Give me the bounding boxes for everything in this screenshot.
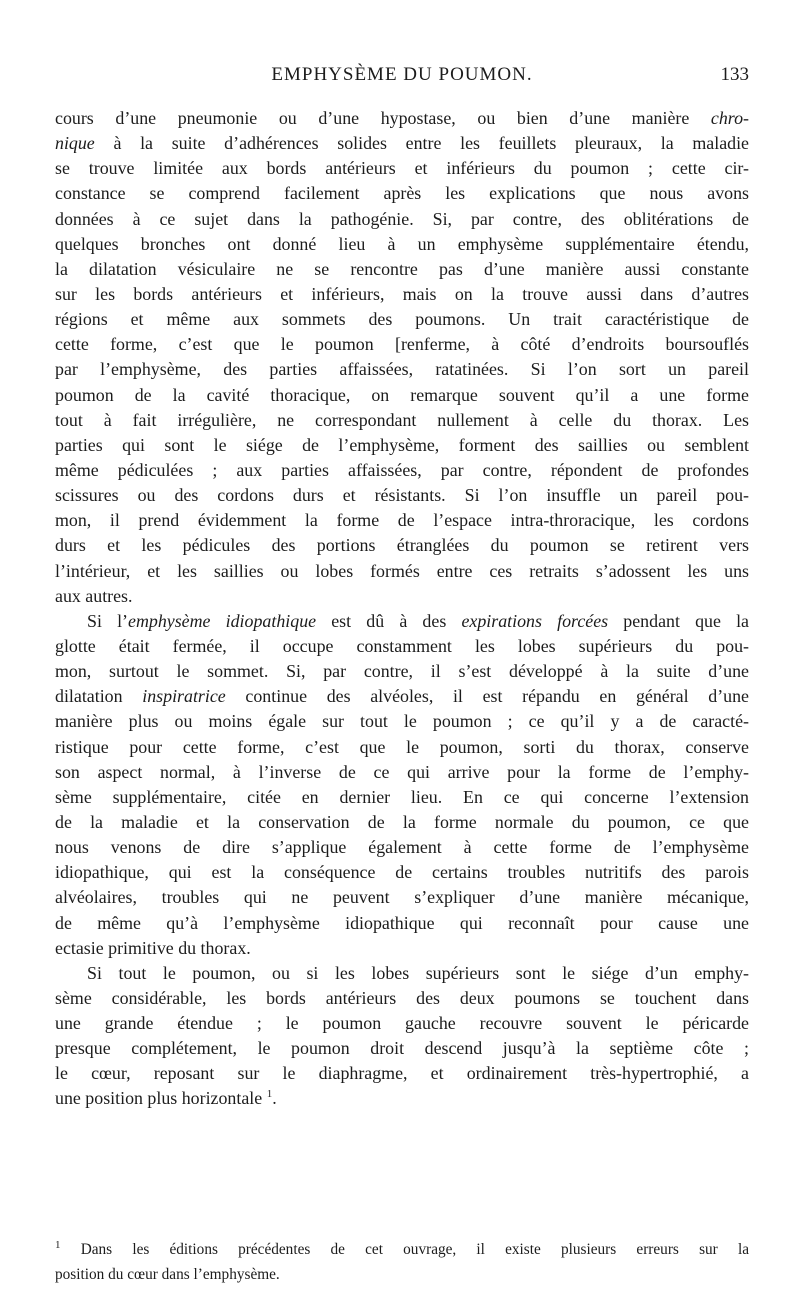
text-line — [55, 961, 749, 986]
text-line — [55, 383, 749, 408]
text-run: de la maladie et la conservation de la forme normale du poumon, ce que — [55, 811, 749, 832]
text-line — [55, 181, 749, 206]
text-run: la dilatation vésiculaire ne se rencontre pas d’une manière aussi constante — [55, 258, 749, 279]
text-line — [55, 1061, 749, 1086]
footnotes — [55, 1224, 749, 1305]
text-line — [55, 1011, 749, 1036]
text-line — [55, 332, 749, 357]
text-run: mon, surtout le sommet. Si, par contre, il s’est développé à la suite d’une — [55, 661, 749, 682]
italic-run: chro- — [710, 108, 749, 128]
text-line — [55, 207, 749, 232]
text-run: manière plus ou moins égale sur tout le poumon ; ce qu’il y a de caracté- — [55, 711, 749, 732]
text-line — [55, 885, 749, 910]
text-run: cours d’une pneumonie ou d’une hypostase, ou bien d’une manière — [55, 108, 711, 128]
text-run: . — [272, 1088, 277, 1109]
text-run: une grande étendue ; le poumon gauche recouvre souvent le péricarde — [55, 1013, 749, 1034]
text-run: mon, il prend évidemment la forme de l’espace intra-throracique, les cordons — [55, 510, 749, 531]
running-title: EMPHYSÈME DU POUMON. — [271, 64, 533, 85]
text-run: sur les bords antérieurs et inférieurs, mais on la trouve aussi dans d’autres — [55, 283, 749, 304]
text-run: ristique pour cette forme, c’est que le poumon, sorti du thorax, conserve — [55, 736, 749, 757]
paragraph — [55, 609, 749, 961]
text-run: durs et les pédicules des portions étranglées du poumon se retirent vers — [55, 535, 749, 556]
text-run: Dans les éditions précédentes de cet ouvrage, il existe plusieurs erreurs sur la — [60, 1241, 749, 1259]
text-line — [55, 1086, 749, 1111]
text-line — [55, 760, 749, 785]
text-line — [55, 1239, 749, 1264]
text-line — [55, 936, 749, 961]
text-line — [55, 357, 749, 382]
text-run: le cœur, reposant sur le diaphragme, et ordinairement très-hypertrophié, a — [55, 1063, 749, 1084]
text-line — [55, 860, 749, 885]
italic-run: inspiratrice — [142, 686, 226, 707]
text-run: continue des alvéoles, il est répandu en général d’une — [225, 686, 749, 707]
text-line — [55, 684, 749, 709]
text-line — [55, 1036, 749, 1061]
text-run: quelques bronches ont donné lieu à un emphysème supplémentaire étendu, — [55, 233, 749, 254]
text-run: une position plus horizontale — [55, 1088, 267, 1109]
text-run: Si l’ — [87, 610, 129, 631]
paragraph — [55, 106, 749, 609]
text-line — [55, 609, 749, 634]
text-line — [55, 458, 749, 483]
text-run: idiopathique, qui est la conséquence de certains troubles nutritifs des parois — [55, 862, 749, 883]
footnote-marker: 1 — [55, 1239, 61, 1252]
text-run: se trouve limitée aux bords antérieurs et inférieurs du poumon ; cette cir- — [55, 158, 749, 179]
text-run: aux autres. — [55, 585, 133, 606]
body-text — [55, 106, 749, 1112]
text-run: parties qui sont le siége de l’emphysème, forment des saillies ou semblent — [55, 434, 749, 455]
text-run: de même qu’à l’emphysème idiopathique qui reconnaît pour cause une — [55, 912, 749, 933]
text-line — [55, 106, 749, 131]
text-run: tout à fait irrégulière, ne correspondant nullement à celle du thorax. Les — [55, 409, 749, 430]
text-run: poumon de la cavité thoracique, on remarque souvent qu’il a une forme — [55, 384, 749, 405]
text-line — [55, 483, 749, 508]
text-line — [55, 709, 749, 734]
text-run: position du cœur dans l’emphysème. — [55, 1266, 280, 1284]
text-run: l’intérieur, et les saillies ou lobes formés entre ces retraits s’adossent les uns — [55, 560, 749, 581]
text-line — [55, 911, 749, 936]
text-run: pendant que la — [608, 610, 749, 631]
text-run: régions et même aux sommets des poumons. Un trait caractéristique de — [55, 309, 749, 330]
text-run: sème considérable, les bords antérieurs des deux poumons se touchent dans — [55, 987, 749, 1008]
footnote-marker: 1 — [266, 1088, 273, 1101]
text-line — [55, 584, 749, 609]
paragraph — [55, 961, 749, 1112]
text-line — [55, 785, 749, 810]
text-run: alvéolaires, troubles qui ne peuvent s’expliquer d’une manière mécanique, — [55, 887, 749, 908]
text-line — [55, 835, 749, 860]
text-line — [55, 986, 749, 1011]
page-number: 133 — [720, 64, 749, 85]
text-line — [55, 307, 749, 332]
text-line — [55, 282, 749, 307]
text-line — [55, 1264, 749, 1289]
text-run: nous venons de dire s’applique également à cette forme de l’emphysème — [55, 837, 749, 858]
text-line — [55, 257, 749, 282]
text-line — [55, 156, 749, 181]
text-line — [55, 232, 749, 257]
text-run: données à ce sujet dans la pathogénie. Si, par contre, des oblitérations de — [55, 208, 749, 229]
text-run: est dû à des — [316, 610, 462, 631]
footnote — [55, 1239, 749, 1289]
italic-run: nique — [55, 133, 95, 154]
text-run: ectasie primitive du thorax. — [55, 937, 251, 958]
italic-run: expirations forcées — [461, 610, 609, 631]
text-line — [55, 810, 749, 835]
text-run: par l’emphysème, des parties affaissées, ratatinées. Si l’on sort un pareil — [55, 359, 749, 380]
text-line — [55, 433, 749, 458]
text-run: presque complétement, le poumon droit descend jusqu’à la septième côte ; — [55, 1038, 749, 1059]
text-line — [55, 659, 749, 684]
text-run: Si tout le poumon, ou si les lobes supérieurs sont le siége d’un emphy- — [87, 962, 749, 983]
italic-run: emphysème idiopathique — [128, 610, 317, 631]
text-line — [55, 735, 749, 760]
text-line — [55, 131, 749, 156]
text-line — [55, 408, 749, 433]
text-line — [55, 559, 749, 584]
text-run: sème supplémentaire, citée en dernier lieu. En ce qui concerne l’extension — [55, 786, 749, 807]
text-run: glotte était fermée, il occupe constamment les lobes supérieurs du pou- — [55, 635, 749, 656]
text-run: dilatation — [55, 686, 143, 707]
text-run: son aspect normal, à l’inverse de ce qui arrive pour la forme de l’emphy- — [55, 761, 749, 782]
page-header — [55, 64, 749, 90]
text-run: cette forme, c’est que le poumon [renferme, à côté d’endroits boursouflés — [55, 334, 749, 355]
text-run: même pédiculées ; aux parties affaissées, par contre, répondent de profondes — [55, 459, 749, 480]
text-run: à la suite d’adhérences solides entre les feuillets pleuraux, la maladie — [94, 133, 749, 154]
text-run: scissures ou des cordons durs et résistants. Si l’on insuffle un pareil pou- — [55, 485, 749, 506]
text-line — [55, 634, 749, 659]
text-line — [55, 508, 749, 533]
text-run: constance se comprend facilement après les explications que nous avons — [55, 183, 749, 204]
text-line — [55, 533, 749, 558]
